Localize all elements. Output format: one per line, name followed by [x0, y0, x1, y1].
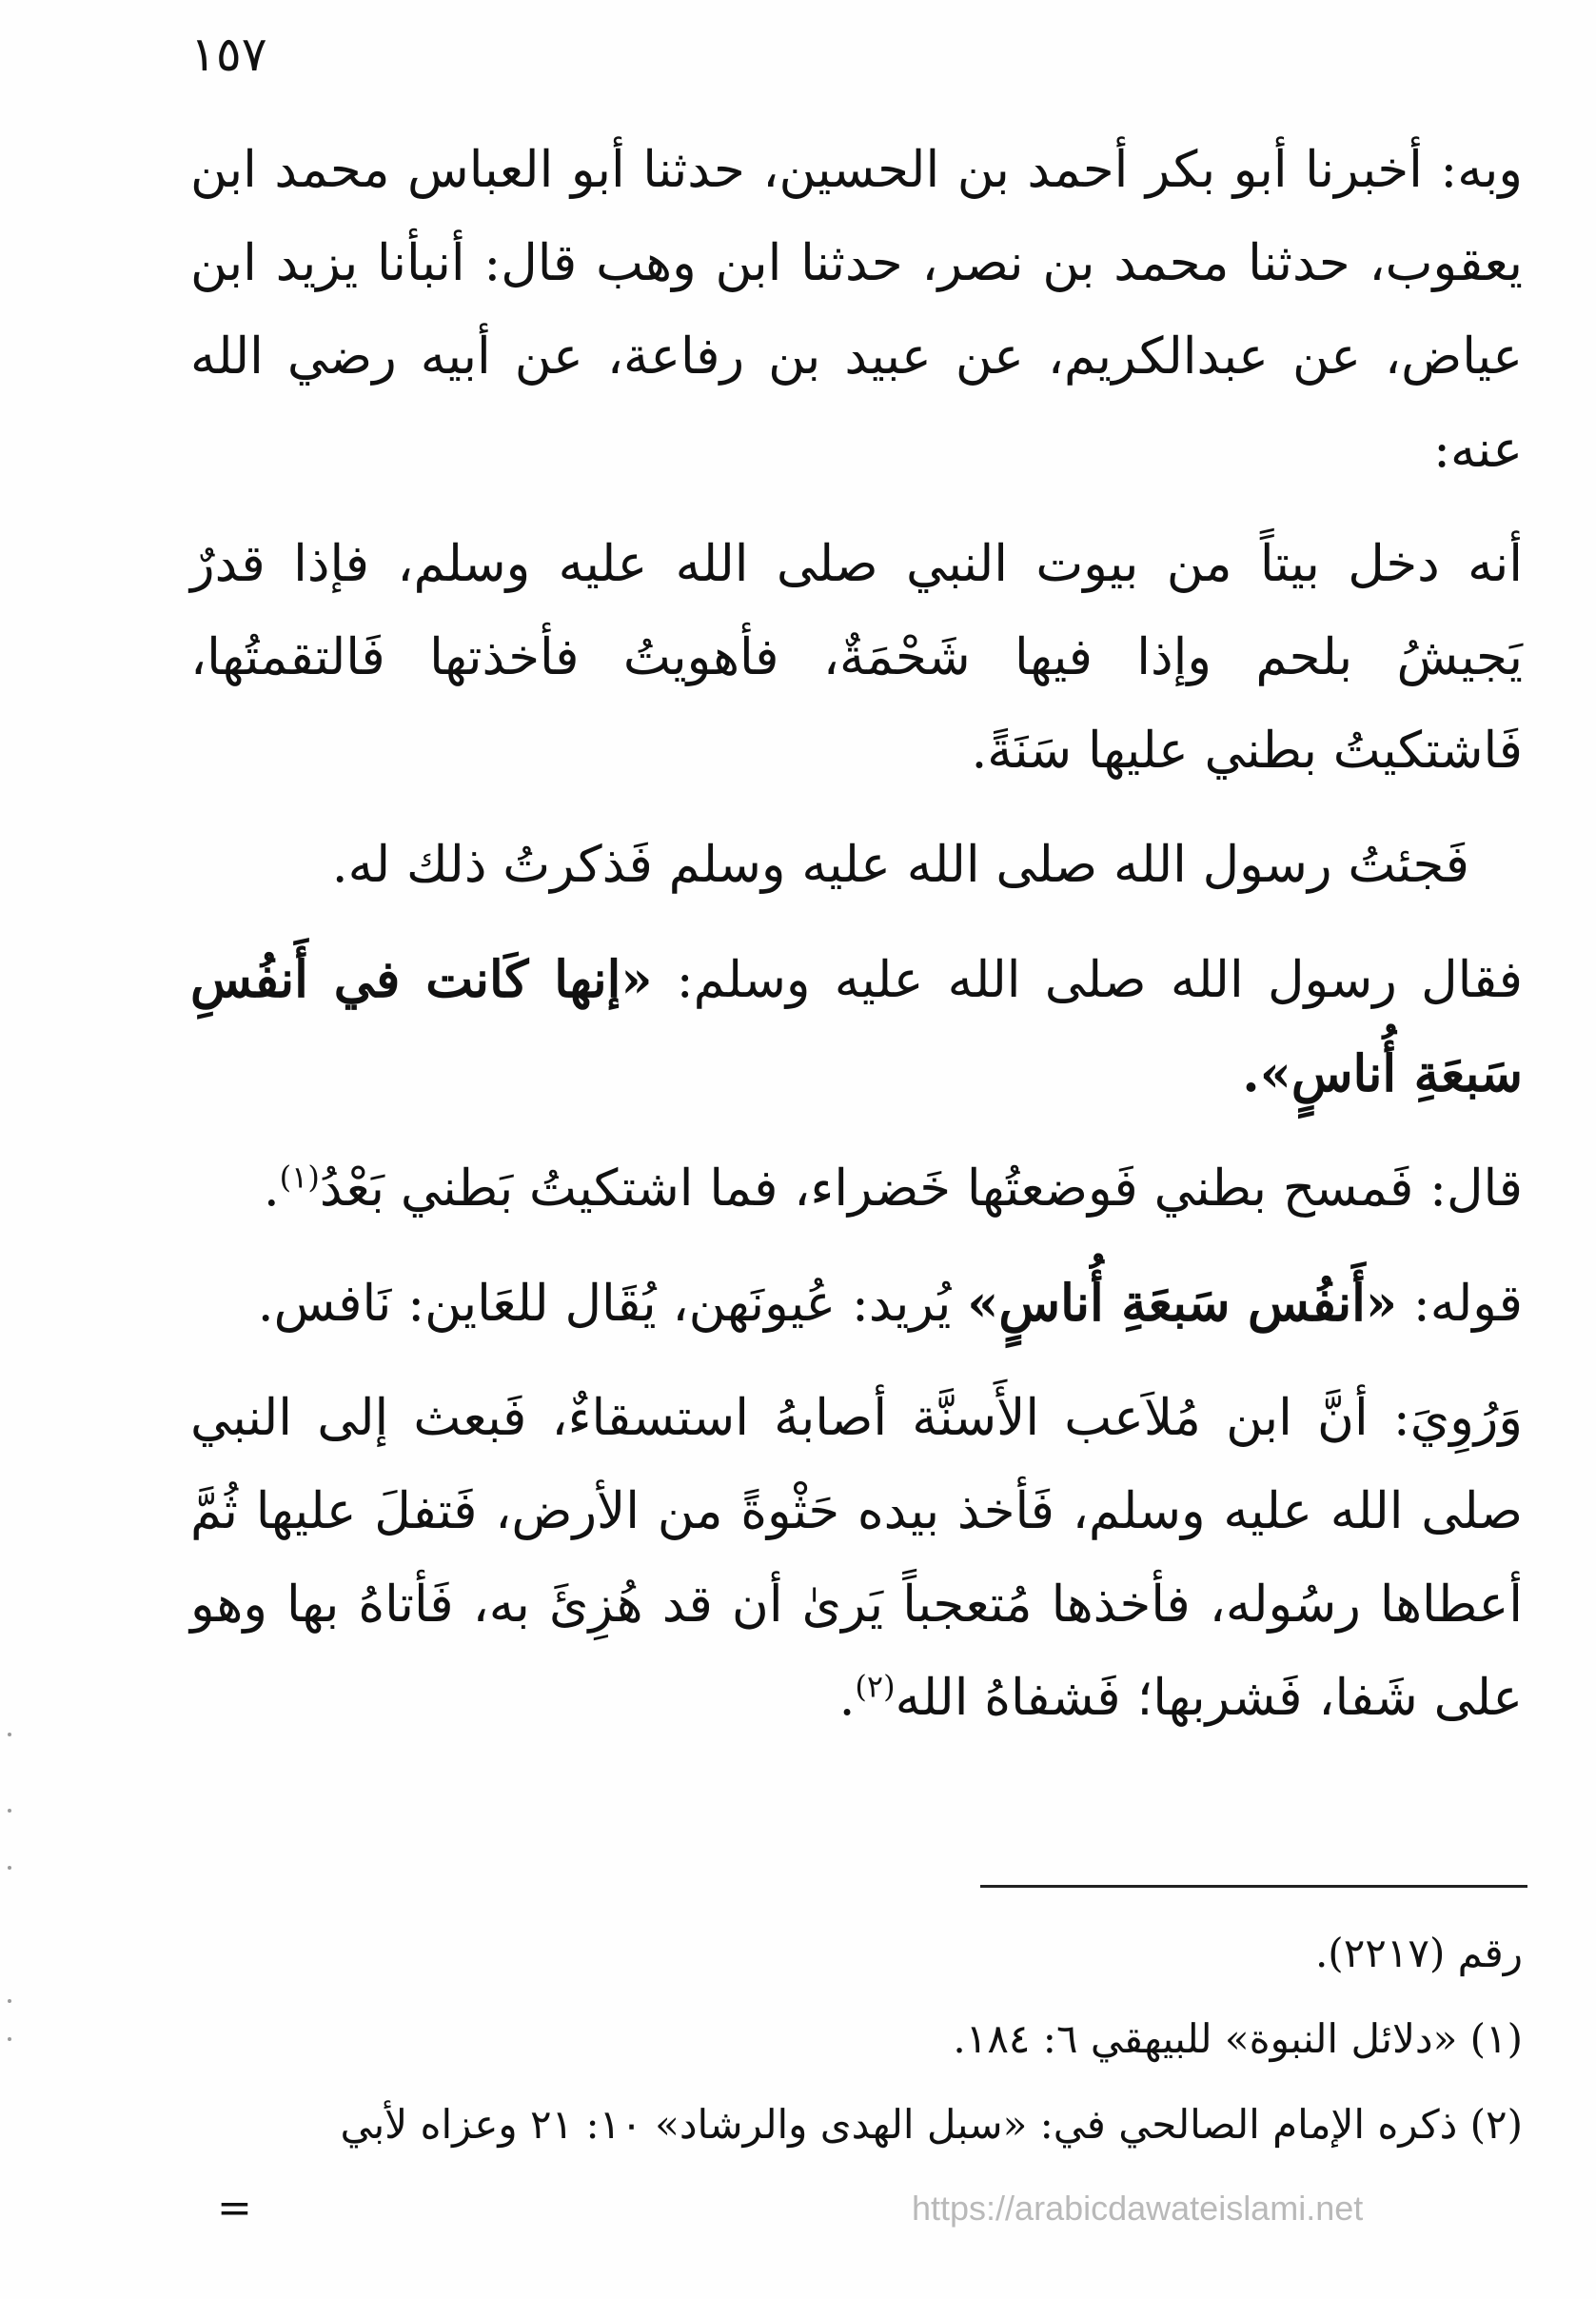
explanation-rest: يُريد: عُيونَهن، يُقَال للعَاين: نَافس.	[257, 1275, 952, 1333]
watermark: https://arabicdawateislami.net	[912, 2189, 1364, 2228]
scan-speck	[8, 1999, 11, 2003]
footnotes	[190, 1913, 1523, 2170]
footnote-1: (١) «دلائل النبوة» للبيهقي ٦: ١٨٤.	[953, 2015, 1523, 2062]
paragraph-narration	[190, 1372, 1523, 1745]
explanation-intro: قوله:	[1412, 1275, 1523, 1333]
wiped-belly-end: .	[263, 1159, 280, 1218]
narration-text: وَرُوِيَ: أنَّ ابن مُلاَعب الأَسنَّة أصابهُ استسقاءٌ، فَبعث إلى النبي صلى الله عليه وسلم، فَأخذ بيده حَثْوةً من الأرض، فَتفلَ عليها ثُمَّ أعطاها رسُوله، فأخذها مُتعجباً يَرىٰ أن قد هُزِئَ به، فَأتاهُ بها وهو على شَفا، فَشربها؛ فَشفاهُ الله	[190, 1389, 1523, 1727]
scan-speck	[8, 1809, 11, 1813]
footnote-2: (٢) ذكره الإمام الصالحي في: «سبل الهدى والرشاد» ١٠: ٢١ وعزاه لأبي	[340, 2101, 1523, 2148]
paragraph-prophet-said	[190, 933, 1523, 1121]
paragraph-hadith: أنه دخل بيتاً من بيوت النبي صلى الله عليه وسلم، فإذا قدرٌ يَجيشُ بلحم وإذا فيها شَحْمَةٌ، فأهويتُ فأخذتها فَالتقمتُها، فَاشتكيتُ بطني عليها سَنَةً.	[190, 535, 1523, 780]
scan-speck	[8, 1733, 11, 1736]
scan-speck	[8, 1866, 11, 1870]
prophet-said-intro: فقال رسول الله صلى الله عليه وسلم:	[676, 951, 1523, 1009]
paragraph-isnad: وبه: أخبرنا أبو بكر أحمد بن الحسين، حدثنا أبو العباس محمد ابن يعقوب، حدثنا محمد بن نصر، حدثنا ابن وهب قال: أنبأنا يزيد ابن عياض، عن عبدالكريم، عن عبيد بن رفاعة، عن أبيه رضي الله عنه:	[190, 141, 1523, 479]
footnote-ref-1: (١)	[279, 1159, 320, 1196]
prophet-quote: «إنها كَانت في أَنفُسِ سَبعَةِ أُناسٍ».	[190, 950, 1523, 1103]
narration-end: .	[838, 1669, 856, 1727]
footnote-carryover: رقم (٢٢١٧).	[1314, 1930, 1523, 1976]
explanation-quote: «أَنفُس سَبعَةِ أُناسٍ»	[967, 1274, 1397, 1333]
footnote-ref-2: (٢)	[855, 1668, 896, 1705]
footnote-separator	[980, 1885, 1527, 1888]
wiped-belly-text: قال: فَمسح بطني فَوضعتُها خَضراء، فما اشتكيتُ بَطني بَعْدُ	[319, 1159, 1523, 1218]
continuation-mark: =	[217, 2184, 252, 2232]
paragraph-explanation	[190, 1257, 1523, 1351]
paragraph-wiped-belly	[190, 1142, 1523, 1236]
main-text	[190, 124, 1523, 1766]
paragraph-came-to-prophet: فَجئتُ رسول الله صلى الله عليه وسلم فَذكرتُ ذلك له.	[331, 836, 1469, 894]
scan-speck	[8, 2037, 11, 2041]
page-number: ١٥٧	[190, 27, 267, 82]
